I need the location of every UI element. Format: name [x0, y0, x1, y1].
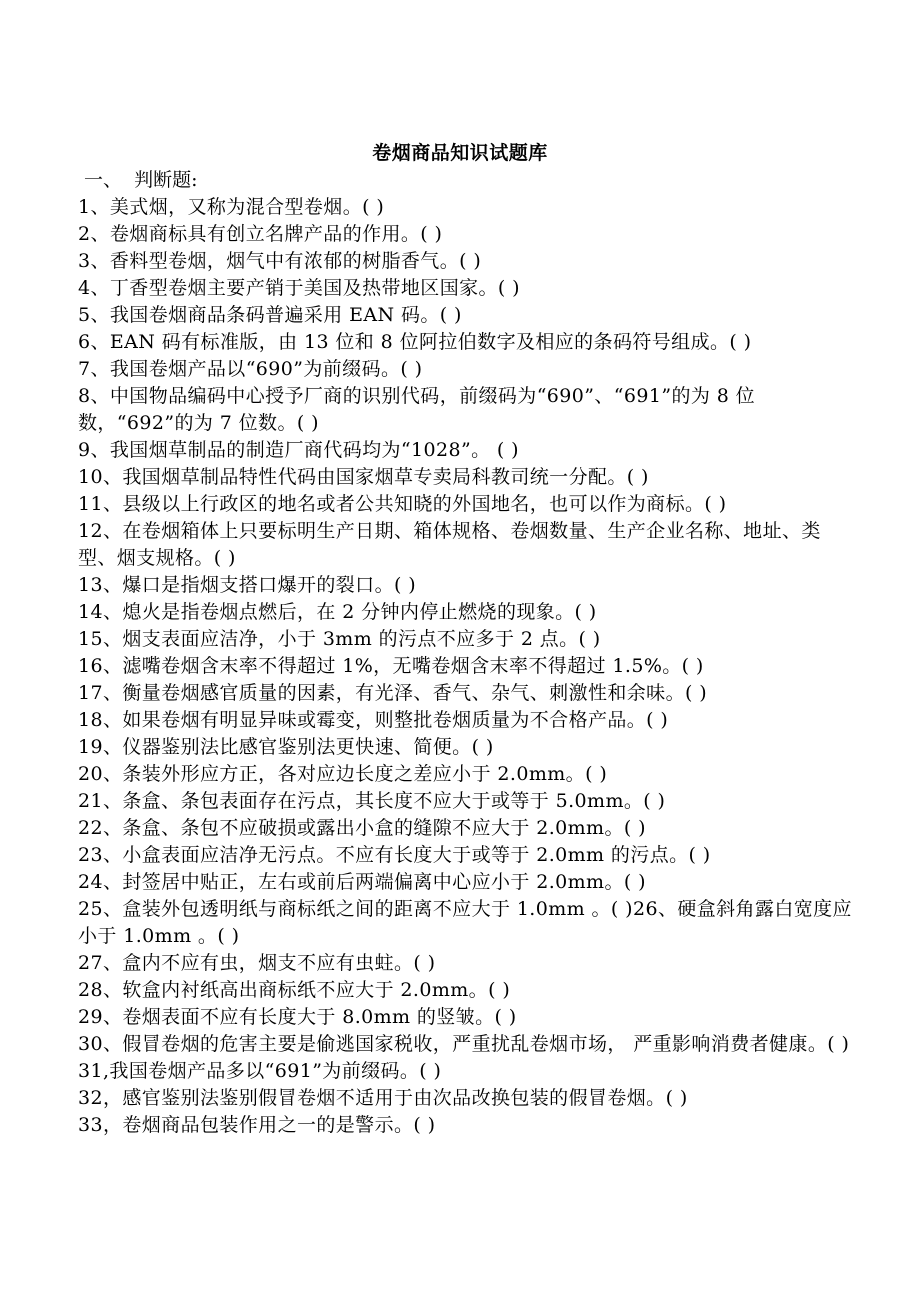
question-item: 19、仪器鉴别法比感官鉴别法更快速、简便。( )	[78, 736, 494, 758]
question-item: 30、假冒卷烟的危害主要是偷逃国家税收，严重扰乱卷烟市场， 严重影响消费者健康。( )	[78, 1033, 850, 1055]
question-item: 20、条装外形应方正，各对应边长度之差应小于 2.0mm。( )	[78, 763, 608, 785]
question-item: 10、我国烟草制品特性代码由国家烟草专卖局科教司统一分配。( )	[78, 466, 649, 488]
question-item: 24、封签居中贴正，左右或前后两端偏离中心应小于 2.0mm。( )	[78, 871, 646, 893]
question-item: 12、在卷烟箱体上只要标明生产日期、箱体规格、卷烟数量、生产企业名称、地址、类型、烟支规格。( )	[78, 520, 821, 569]
question-item: 28、软盒内衬纸高出商标纸不应大于 2.0mm。( )	[78, 979, 511, 1001]
question-item: 25、盒装外包透明纸与商标纸之间的距离不应大于 1.0mm 。( )26、硬盒斜角露白宽度应小于 1.0mm 。( )	[78, 898, 852, 947]
question-item: 13、爆口是指烟支搭口爆开的裂口。( )	[78, 574, 417, 596]
document-title: 卷烟商品知识试题库	[372, 142, 548, 164]
question-item: 2、卷烟商标具有创立名牌产品的作用。( )	[78, 223, 443, 245]
question-item: 3、香料型卷烟，烟气中有浓郁的树脂香气。( )	[78, 250, 482, 272]
question-item: 9、我国烟草制品的制造厂商代码均为“1028”。 ( )	[78, 439, 519, 461]
question-item: 17、衡量卷烟感官质量的因素，有光泽、香气、杂气、刺激性和余味。( )	[78, 682, 708, 704]
question-item: 18、如果卷烟有明显异味或霉变，则整批卷烟质量为不合格产品。( )	[78, 709, 669, 731]
question-item: 29、卷烟表面不应有长度大于 8.0mm 的竖皱。( )	[78, 1006, 517, 1028]
question-list	[78, 194, 858, 1139]
question-item: 14、熄火是指卷烟点燃后，在 2 分钟内停止燃烧的现象。( )	[78, 601, 597, 623]
question-item: 1、美式烟，又称为混合型卷烟。( )	[78, 196, 385, 218]
question-item: 21、条盒、条包表面存在污点，其长度不应大于或等于 5.0mm。( )	[78, 790, 666, 812]
question-item: 31,我国卷烟产品多以“691”为前缀码。( )	[78, 1060, 442, 1082]
question-item: 16、滤嘴卷烟含末率不得超过 1%，无嘴卷烟含末率不得超过 1.5%。( )	[78, 655, 704, 677]
question-item: 5、我国卷烟商品条码普遍采用 EAN 码。( )	[78, 304, 462, 326]
question-item: 27、盒内不应有虫，烟支不应有虫蛀。( )	[78, 952, 436, 974]
question-item: 22、条盒、条包不应破损或露出小盒的缝隙不应大于 2.0mm。( )	[78, 817, 646, 839]
question-item: 11、县级以上行政区的地名或者公共知晓的外国地名，也可以作为商标。( )	[78, 493, 727, 515]
question-item: 32，感官鉴别法鉴别假冒卷烟不适用于由次品改换包装的假冒卷烟。( )	[78, 1087, 688, 1109]
question-item: 8、中国物品编码中心授予厂商的识别代码，前缀码为“690”、“691”的为 8 位数，“692”的为 7 位数。( )	[78, 385, 756, 434]
question-item: 4、丁香型卷烟主要产销于美国及热带地区国家。( )	[78, 277, 520, 299]
question-item: 23、小盒表面应洁净无污点。不应有长度大于或等于 2.0mm 的污点。( )	[78, 844, 711, 866]
section-heading: 一、 判断题:	[84, 169, 198, 191]
question-item: 7、我国卷烟产品以“690”为前缀码。( )	[78, 358, 423, 380]
question-item: 6、EAN 码有标准版，由 13 位和 8 位阿拉伯数字及相应的条码符号组成。( )	[78, 331, 752, 353]
question-item: 15、烟支表面应洁净，小于 3mm 的污点不应多于 2 点。( )	[78, 628, 601, 650]
question-item: 33，卷烟商品包装作用之一的是警示。( )	[78, 1114, 436, 1136]
